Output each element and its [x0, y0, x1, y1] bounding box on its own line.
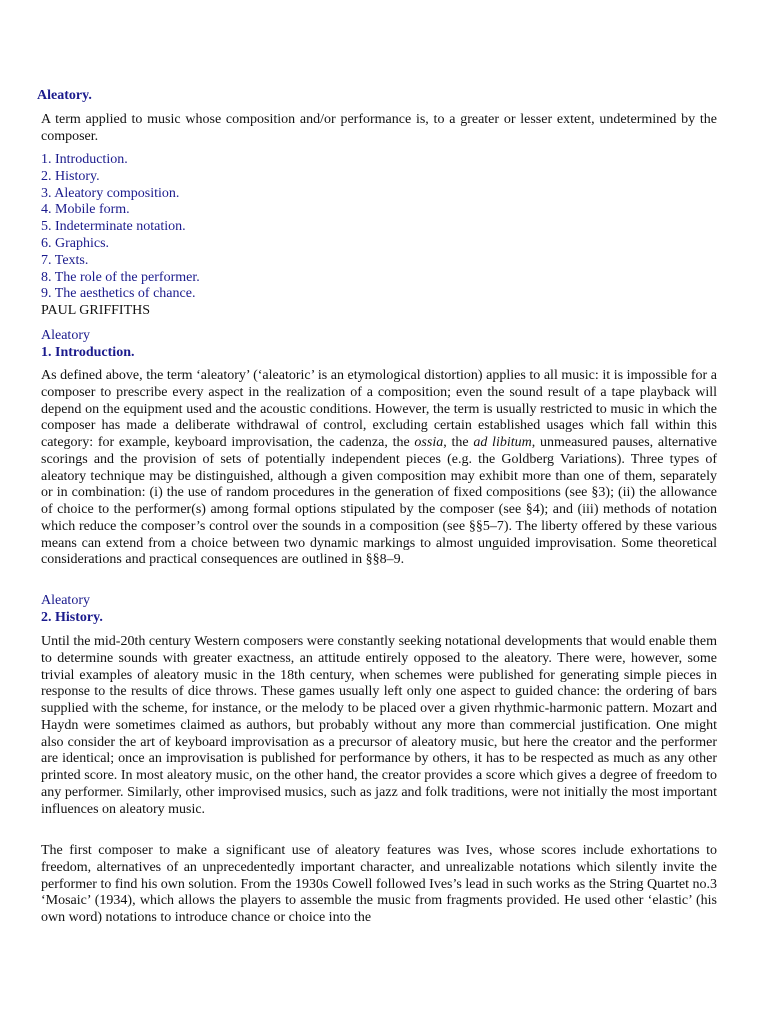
term-ossia: ossia: [414, 435, 444, 450]
toc-link-role-of-performer[interactable]: 8. The role of the performer.: [41, 269, 200, 285]
toc-link-aleatory-composition[interactable]: 3. Aleatory composition.: [41, 185, 180, 201]
toc-link-indeterminate-notation[interactable]: 5. Indeterminate notation.: [41, 219, 186, 235]
introduction-text-c: , unmeasured pauses, alternative scorings and the provision of sets of potentially independent pieces (e.g. the Goldberg Variations). Three types of aleatory technique may be distinguished, although a given composition may exhibit more than one of them, separately or in combination: (i) the use of random procedures in the generation of fixed compositions (see §3); (ii) the allowance of choice to the performer(s) among formal options stipulated by the composer (see §4); and (iii) methods of notation which reduce the composer’s control over the sounds in a composition (see §§5–7). The liberty offered by these various means can extend from a choice between two dynamic markings to almost unguided improvisation. Some theoretical considerations and practical consequences are outlined in §§8–9.: [41, 435, 718, 568]
section-heading-introduction: 1. Introduction.: [41, 345, 135, 360]
toc-link-history[interactable]: 2. History.: [41, 168, 100, 184]
author-name: PAUL GRIFFITHS: [41, 303, 151, 318]
toc-link-aesthetics-of-chance[interactable]: 9. The aesthetics of chance.: [41, 286, 196, 302]
section-heading-history: 2. History.: [41, 610, 103, 625]
introduction-paragraph: [41, 368, 717, 569]
term-ad-libitum: ad libitum: [473, 435, 532, 450]
introduction-text-b: , the: [443, 435, 474, 450]
table-of-contents: [41, 152, 200, 303]
history-paragraph-1: Until the mid-20th century Western composers were constantly seeking notational developments that would enable them to determine sounds with greater exactness, an attitude entirely opposed to the aleatory. There were, however, some trivial examples of aleatory music in the 18th century, when schemes were published for generating simple pieces in response to the results of dice throws. These games usually left only one aspect to guided chance: the ordering of bars supplied with the scheme, for instance, or the melody to be placed over a given rhythmic-harmonic pattern. Mozart and Haydn were sometimes claimed as authors, but probably without any more than commercial justification. One might also consider the art of keyboard improvisation as a precursor of aleatory music, but here the creator and the performer are identical; once an improvisation is published for performance by others, it has to be respected as much as any other printed score. In most aleatory music, on the other hand, the creator provides a score which gives a degree of freedom to any performer. Similarly, other improvised musics, such as jazz and folk traditions, were not initially the most important influences on aleatory music.: [41, 634, 717, 817]
section-kicker-history[interactable]: Aleatory: [41, 593, 90, 608]
history-paragraph-2: The first composer to make a significant use of aleatory features was Ives, whose scores include exhortations to freedom, alternatives of an unprecedentedly important character, and unrealizable notations which silently invite the performer to find his own solution. From the 1930s Cowell followed Ives’s lead in such works as the String Quartet no.3 ‘Mosaic’ (1934), which allows the players to assemble the music from fragments provided. He used other ‘elastic’ (his own word) notations to introduce chance or choice into the: [41, 843, 717, 925]
section-kicker-introduction[interactable]: Aleatory: [41, 328, 90, 343]
toc-link-mobile-form[interactable]: 4. Mobile form.: [41, 202, 130, 218]
introduction-text-a: As defined above, the term ‘aleatory’ (‘aleatoric’ is an etymological distortion) applies to all music: it is impossible for a composer to prescribe every aspect in the realization of a composition; even the sound result of a tape playback will depend on the equipment used and the acoustic conditions. However, the term is usually restricted to music in which the composer has made a deliberate withdrawal of control, excluding certain established usages which fall within this category: for example, keyboard improvisation, the cadenza, the: [41, 368, 717, 450]
toc-link-graphics[interactable]: 6. Graphics.: [41, 235, 110, 251]
article-definition: A term applied to music whose composition and/or performance is, to a greater or lesser extent, undetermined by the composer.: [41, 112, 717, 144]
toc-link-introduction[interactable]: 1. Introduction.: [41, 152, 128, 167]
toc-link-texts[interactable]: 7. Texts.: [41, 252, 89, 268]
article-title: Aleatory.: [37, 88, 92, 103]
